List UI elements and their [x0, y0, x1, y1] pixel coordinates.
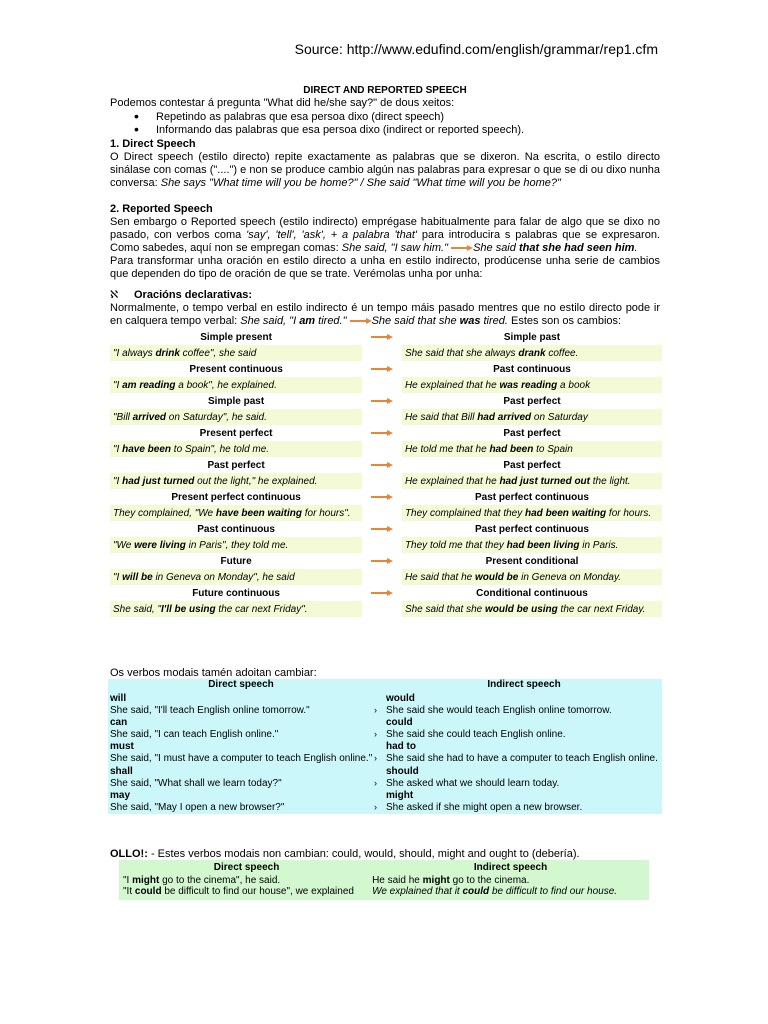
tense-header-row — [110, 489, 662, 505]
oracions-text-1: Normalmente, o tempo verbal en estilo indirecto é un tempo máis pasado mentres que no estilo directo pode ir en calquera tempo verbal: — [110, 302, 660, 327]
reported-example-1: She said, "I saw him." — [341, 242, 448, 254]
no-change-indirect-1: He said he might go to the cinema. — [372, 875, 530, 886]
tense-arrow-cell — [362, 425, 402, 441]
modal-arrow: › — [374, 778, 377, 788]
reported-example: He told me that he had been to Spain — [402, 441, 662, 457]
tense-header-row — [110, 457, 662, 473]
tense-from: Future continuous — [192, 587, 280, 599]
modal-row — [108, 741, 662, 765]
tense-example-row — [110, 377, 662, 393]
tense-from: Present perfect continuous — [171, 491, 301, 503]
bullet-item: • Repetindo as palabras que esa persoa dixo (direct speech) — [132, 111, 660, 124]
tense-header-row — [110, 585, 662, 601]
arrow-icon — [371, 494, 393, 500]
direct-speech-example: She says "What time will you be home?" / She said "What time will you be home?" — [160, 177, 561, 189]
modals-header-indirect: Indirect speech — [487, 679, 561, 690]
tense-from: Past perfect — [207, 459, 265, 471]
tense-from: Past continuous — [197, 523, 275, 535]
no-change-header-indirect: Indirect speech — [473, 862, 548, 873]
tense-from: Present continuous — [189, 363, 283, 375]
direct-speech-body: O Direct speech (estilo directo) repite exactamente as palabras que se dixeron. Na escrita, o estilo directo sinálase con comas ("....") e non se produce cambio algún nas palabras para expresar o que se di ou dixo nunha conversa: — [110, 151, 660, 189]
intro-bullets — [132, 111, 660, 137]
modal-direct: must She said, "I must have a computer to teach English online." — [110, 741, 373, 764]
arrow-icon — [371, 398, 393, 404]
reported-example-2c: . — [634, 242, 638, 254]
tense-from: Simple past — [208, 395, 265, 407]
oracions-ex2c: tired. — [480, 315, 508, 327]
tense-to: Past perfect — [503, 427, 561, 439]
tense-to: Past perfect — [503, 395, 561, 407]
no-change-direct-cell — [119, 875, 370, 897]
direct-example: She said, "I'll be using the car next Friday". — [110, 601, 362, 617]
tense-arrow-cell — [362, 361, 402, 377]
reported-example: They told me that they had been living in Paris. — [402, 537, 662, 553]
modal-indirect: might She asked if she might open a new browser. — [386, 790, 583, 813]
tense-header-row — [110, 521, 662, 537]
modal-indirect: could She said she could teach English online. — [386, 717, 566, 740]
oracions-text — [110, 302, 660, 328]
tense-to: Simple past — [503, 331, 561, 343]
tense-arrow-cell — [362, 521, 402, 537]
direct-speech-text — [110, 151, 660, 190]
arrow-icon — [371, 462, 393, 468]
tense-from: Present perfect — [199, 427, 273, 439]
tense-example-row — [110, 409, 662, 425]
direct-example: "I will be in Geneva on Monday", he said — [110, 569, 362, 585]
ollo-text: - Estes verbos modais non cambian: could, would, should, might and ought to (debería). — [147, 848, 580, 860]
no-change-direct-1: "I might go to the cinema", he said. — [123, 875, 281, 886]
direct-example: They complained, "We have been waiting for hours". — [110, 505, 362, 521]
modal-direct: can She said, "I can teach English online." — [110, 717, 279, 740]
tense-example-row — [110, 505, 662, 521]
tense-changes-table — [110, 329, 662, 617]
modals-table — [108, 679, 662, 814]
direct-example: "Bill arrived on Saturday", he said. — [110, 409, 362, 425]
arrow-icon — [371, 526, 393, 532]
no-change-direct-2: "It could be difficult to find our house", we explained — [123, 886, 354, 897]
direct-example: "I am reading a book", he explained. — [110, 377, 362, 393]
modal-indirect: would She said she would teach English online tomorrow. — [386, 693, 612, 716]
oracions-heading-text: Oracións declarativas: — [134, 289, 253, 301]
arrow-icon — [371, 558, 393, 564]
arrow-icon — [371, 590, 393, 596]
modal-row — [108, 717, 662, 741]
tense-header-row — [110, 329, 662, 345]
modal-indirect: had to She said she had to have a computer to teach English online. — [386, 741, 658, 764]
reported-speech-text — [110, 216, 660, 255]
tense-to: Past perfect continuous — [475, 523, 589, 535]
direct-example: "I have been to Spain", he told me. — [110, 441, 362, 457]
tense-example-row — [110, 441, 662, 457]
reported-example: They complained that they had been waiting for hours. — [402, 505, 662, 521]
tense-to: Present conditional — [485, 555, 579, 567]
no-change-indirect-2: We explained that it could be difficult to find our house. — [372, 886, 618, 897]
tense-arrow-cell — [362, 553, 402, 569]
no-change-header-direct: Direct speech — [213, 862, 280, 873]
oracions-ex1b: am — [299, 315, 316, 327]
reported-example: He explained that he had just turned out the light. — [402, 473, 662, 489]
no-change-indirect-cell — [370, 875, 649, 897]
source-line: Source: http://www.edufind.com/english/grammar/rep1.cfm — [294, 41, 658, 57]
reported-example: He said that Bill had arrived on Saturday — [402, 409, 662, 425]
tense-from: Simple present — [200, 331, 272, 343]
tense-example-row — [110, 345, 662, 361]
modal-arrow: › — [374, 802, 377, 812]
reported-text-2: para introducira s palabras que se expresaron. Como sabedes, aquí non se empregan comas: — [110, 229, 660, 254]
tense-arrow-cell — [362, 329, 402, 345]
arrow-icon — [451, 245, 473, 251]
reported-example: He said that he would be in Geneva on Monday. — [402, 569, 662, 585]
direct-example: "I had just turned out the light," he explained. — [110, 473, 362, 489]
modal-arrow: › — [374, 753, 377, 763]
tense-arrow-cell — [362, 585, 402, 601]
reported-example-2a: She said — [473, 242, 519, 254]
modal-arrow: › — [374, 729, 377, 739]
arrow-icon — [371, 334, 393, 340]
document-title: DIRECT AND REPORTED SPEECH — [303, 85, 467, 96]
reported-speech-text-3: Para transformar unha oración en estilo directo a unha en estilo indirecto, prodúcense unha serie de cambios que dependen do tipo de oración de que se trate. Verémolas unha por unha: — [110, 255, 660, 280]
aleph-icon: ℵ — [110, 289, 119, 301]
reported-example: She said that she always drank coffee. — [402, 345, 662, 361]
modals-header-direct: Direct speech — [208, 679, 274, 690]
tense-header-row — [110, 425, 662, 441]
modal-direct: will She said, "I'll teach English online tomorrow." — [110, 693, 310, 716]
modal-direct: may She said, "May I open a new browser?" — [110, 790, 285, 813]
reported-text-1: Sen embargo o Reported speech (estilo indirecto) emprégase habitualmente para falar de algo que se dixo no pasado, con verbos coma — [110, 216, 660, 241]
tense-to: Past continuous — [493, 363, 571, 375]
oracions-ex2a: She said that she — [371, 315, 460, 327]
ollo-label: OLLO!: — [110, 848, 148, 860]
direct-example: "We were living in Paris", they told me. — [110, 537, 362, 553]
reported-verbs: 'say', 'tell', 'ask', + a palabra 'that' — [246, 229, 418, 241]
oracions-ex1a: She said, "I — [240, 315, 300, 327]
arrow-icon — [350, 318, 372, 324]
modal-arrow: › — [374, 705, 377, 715]
oracions-ex1c: tired." — [315, 315, 347, 327]
reported-example: He explained that he was reading a book — [402, 377, 662, 393]
arrow-icon — [371, 430, 393, 436]
modal-direct: shall She said, "What shall we learn today?" — [110, 766, 282, 789]
tense-header-row — [110, 393, 662, 409]
reported-example-2b: that she had seen him — [518, 242, 635, 254]
tense-to: Past perfect — [503, 459, 561, 471]
direct-speech-heading: 1. Direct Speech — [110, 138, 196, 150]
tense-header-row — [110, 361, 662, 377]
tense-arrow-cell — [362, 457, 402, 473]
arrow-icon — [371, 366, 393, 372]
tense-to: Conditional continuous — [476, 587, 588, 599]
tense-example-row — [110, 537, 662, 553]
no-change-table — [119, 860, 649, 900]
tense-example-row — [110, 473, 662, 489]
reported-speech-heading: 2. Reported Speech — [110, 203, 213, 215]
ollo-note — [110, 848, 580, 860]
no-change-header — [119, 860, 649, 875]
reported-example: She said that she would be using the car next Friday. — [402, 601, 662, 617]
intro-text: Podemos contestar á pregunta "What did he/she say?" de dous xeitos: — [110, 97, 455, 109]
modals-intro: Os verbos modais tamén adoitan cambiar: — [110, 667, 317, 679]
oracions-text-2: Estes son os cambios: — [507, 315, 622, 327]
tense-arrow-cell — [362, 489, 402, 505]
modal-row — [108, 766, 662, 790]
tense-to: Past perfect continuous — [475, 491, 589, 503]
tense-arrow-cell — [362, 393, 402, 409]
oracions-ex2b: was — [459, 315, 481, 327]
document-body — [110, 84, 660, 617]
tense-from: Future — [220, 555, 252, 567]
modal-row — [108, 790, 662, 814]
bullet-item: • Informando das palabras que esa persoa dixo (indirect or reported speech). — [132, 124, 660, 137]
tense-example-row — [110, 601, 662, 617]
oracions-heading — [110, 289, 660, 302]
tense-example-row — [110, 569, 662, 585]
modal-row — [108, 693, 662, 717]
modal-indirect: should She asked what we should learn today. — [386, 766, 560, 789]
tense-header-row — [110, 553, 662, 569]
modals-header — [108, 679, 662, 693]
direct-example: "I always drink coffee", she said — [110, 345, 362, 361]
no-change-row — [119, 875, 649, 900]
